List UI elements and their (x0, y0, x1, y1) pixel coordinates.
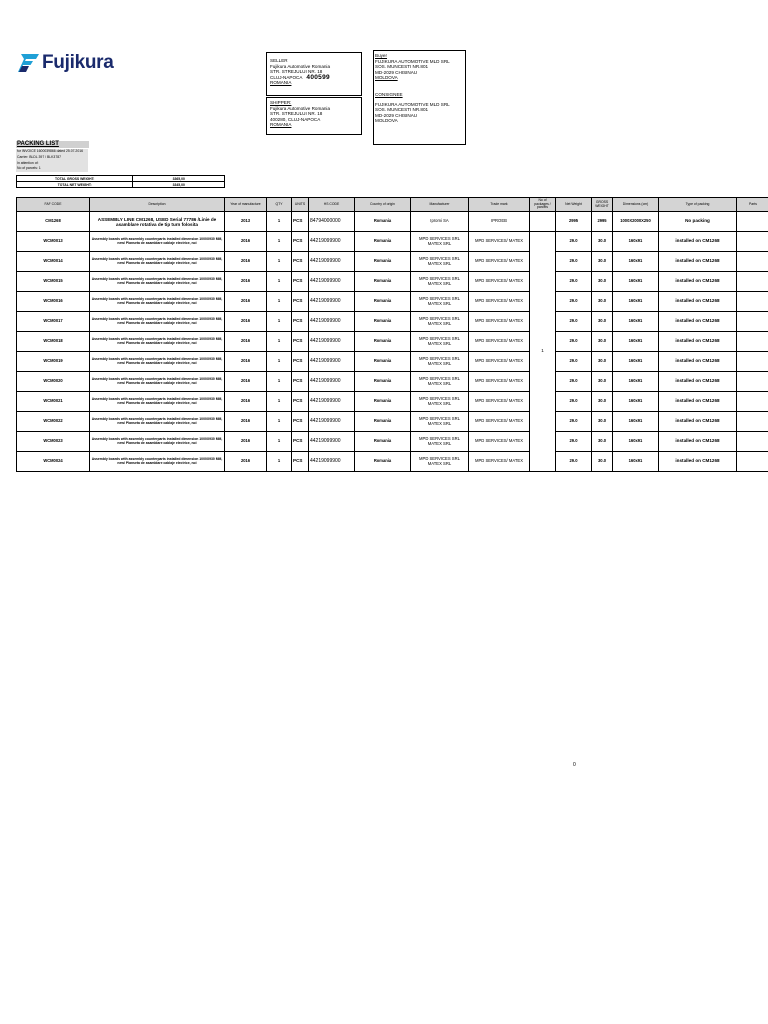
cell-code: WCM0018 (17, 332, 90, 352)
cell-pack: installed on CM1268 (659, 372, 737, 392)
cell-units: PCS (292, 372, 309, 392)
cell-gross: 30.0 (592, 372, 613, 392)
table-row (17, 352, 768, 372)
cell-gross: 30.0 (592, 232, 613, 252)
table-row (17, 392, 768, 412)
packing-table (16, 197, 768, 472)
buyer-line: FUJIKURA AUTOMOTIVE MLD SRL (375, 58, 450, 64)
seller-heading: SELLER (270, 58, 288, 63)
cell-qty: 1 (267, 332, 292, 352)
cell-parts (737, 272, 768, 292)
shipper-line: Fujikura Automotive Romania (270, 105, 331, 111)
seller-box (266, 52, 362, 96)
cell-qty: 1 (267, 352, 292, 372)
table-row (17, 432, 768, 452)
cell-pack: installed on CM1268 (659, 292, 737, 312)
cell-net: 2995 (556, 212, 592, 232)
col-header: GROSS WEIGHT (592, 198, 613, 212)
cell-gross: 30.0 (592, 272, 613, 292)
table-row (17, 312, 768, 332)
cell-mfr: MPD SERVICES SRL MATEX SRL (411, 312, 469, 332)
cell-year: 2016 (225, 452, 267, 472)
meta-line: In attention of: (17, 160, 39, 165)
cell-units: PCS (292, 352, 309, 372)
cell-mfr: MPD SERVICES SRL MATEX SRL (411, 332, 469, 352)
cell-parts (737, 232, 768, 252)
seller-code: 400599 (306, 73, 330, 81)
col-header: Country of origin (355, 198, 411, 212)
cell-year: 2016 (225, 312, 267, 332)
cell-mfr: MPD SERVICES SRL MATEX SRL (411, 372, 469, 392)
cell-net: 29.0 (556, 392, 592, 412)
cell-net: 29.0 (556, 292, 592, 312)
cell-dim: 160x91 (613, 232, 659, 252)
table-row (17, 372, 768, 392)
col-header: Net Weight (556, 198, 592, 212)
cell-tm: MPD SERVICES/ MATEX (469, 412, 530, 432)
consignee-heading: CONSIGNEE (375, 91, 403, 97)
net-weight-label: TOTAL NET WEIGHT: (17, 182, 133, 188)
cell-code: WCM0020 (17, 372, 90, 392)
cell-net: 29.0 (556, 232, 592, 252)
cell-desc: Assembly boards with assembly counterparts installed dimension 1000X930 MM, new/ Planseta de asamblare cablaje electrice, noi (90, 412, 225, 432)
cell-code: WCM0014 (17, 252, 90, 272)
cell-dim: 160x91 (613, 372, 659, 392)
cell-year: 2016 (225, 372, 267, 392)
cell-parts (737, 432, 768, 452)
gross-weight-label: TOTAL GROSS WEIGHT: (17, 176, 133, 182)
cell-pack: installed on CM1268 (659, 432, 737, 452)
cell-desc: Assembly boards with assembly counterparts installed dimension 1000X930 MM, new/ Planseta de asamblare cablaje electrice, noi (90, 252, 225, 272)
cell-tm: MPD SERVICES/ MATEX (469, 452, 530, 472)
cell-hs: 44219099900 (309, 252, 355, 272)
cell-gross: 30.0 (592, 252, 613, 272)
cell-mfr: MPD SERVICES SRL MATEX SRL (411, 252, 469, 272)
cell-gross: 30.0 (592, 392, 613, 412)
cell-year: 2016 (225, 412, 267, 432)
table-row (17, 212, 768, 232)
cell-units: PCS (292, 252, 309, 272)
cell-pack: installed on CM1268 (659, 392, 737, 412)
col-header: Year of manufacture (225, 198, 267, 212)
fujikura-logo (18, 52, 114, 74)
cell-dim: 160x91 (613, 452, 659, 472)
cell-units: PCS (292, 272, 309, 292)
cell-tm: IPROEB (469, 212, 530, 232)
cell-year: 2016 (225, 252, 267, 272)
cell-pack: installed on CM1268 (659, 332, 737, 352)
cell-origin: Romania (355, 452, 411, 472)
buyer-line: SOS. MUNCESTI NR.801 (375, 64, 429, 70)
cell-hs: 44219099900 (309, 312, 355, 332)
cell-tm: MPD SERVICES/ MATEX (469, 232, 530, 252)
col-header: Parts (737, 198, 768, 212)
cell-hs: 44219099900 (309, 292, 355, 312)
cell-parts (737, 372, 768, 392)
cell-hs: 44219099900 (309, 332, 355, 352)
cell-gross: 30.0 (592, 332, 613, 352)
cell-parts (737, 412, 768, 432)
table-row (17, 332, 768, 352)
cell-code: WCM0023 (17, 432, 90, 452)
cell-units: PCS (292, 292, 309, 312)
shipper-line: 400280, CLUJ-NAPOCA (270, 116, 321, 122)
cell-desc: Assembly boards with assembly counterparts installed dimension 1000X930 MM, new/ Planseta de asamblare cablaje electrice, noi (90, 292, 225, 312)
cell-hs: 44219099900 (309, 452, 355, 472)
cell-tm: MPD SERVICES/ MATEX (469, 252, 530, 272)
cell-parts (737, 392, 768, 412)
cell-pack: No packing (659, 212, 737, 232)
cell-origin: Romania (355, 292, 411, 312)
cell-year: 2016 (225, 432, 267, 452)
cell-mfr: Ipromi SA (411, 212, 469, 232)
packing-list-meta (16, 149, 88, 172)
cell-tm: MPD SERVICES/ MATEX (469, 372, 530, 392)
gross-weight-value: 3365,00 (133, 176, 225, 182)
cell-origin: Romania (355, 212, 411, 232)
cell-year: 2016 (225, 232, 267, 252)
table-header-row (17, 198, 768, 212)
cell-code: WCM0021 (17, 392, 90, 412)
cell-units: PCS (292, 312, 309, 332)
cell-year: 2013 (225, 212, 267, 232)
cell-parts (737, 452, 768, 472)
brand-name: Fujikura (42, 52, 114, 73)
buyer-heading: Buyer (375, 53, 388, 58)
cell-net: 29.0 (556, 352, 592, 372)
cell-hs: 44219099900 (309, 232, 355, 252)
cell-net: 29.0 (556, 432, 592, 452)
cell-pack: installed on CM1268 (659, 232, 737, 252)
cell-gross: 2995 (592, 212, 613, 232)
cell-net: 29.0 (556, 372, 592, 392)
cell-code: WCM0013 (17, 232, 90, 252)
seller-line: STR. STREJULUI NR. 18 (270, 69, 323, 75)
cell-origin: Romania (355, 272, 411, 292)
cell-gross: 30.0 (592, 312, 613, 332)
cell-origin: Romania (355, 252, 411, 272)
cell-net: 29.0 (556, 412, 592, 432)
cell-code: WCM0015 (17, 272, 90, 292)
cell-desc: Assembly boards with assembly counterparts installed dimension 1000X930 MM, new/ Planseta de asamblare cablaje electrice, noi (90, 452, 225, 472)
cell-hs: 44219099900 (309, 372, 355, 392)
cell-pack: installed on CM1268 (659, 352, 737, 372)
cell-origin: Romania (355, 412, 411, 432)
seller-line: Fujikura Automotive Romania (270, 63, 331, 69)
cell-units: PCS (292, 432, 309, 452)
cell-year: 2016 (225, 272, 267, 292)
cell-units: PCS (292, 412, 309, 432)
cell-hs: 44219099900 (309, 432, 355, 452)
cell-mfr: MPD SERVICES SRL MATEX SRL (411, 352, 469, 372)
cell-units: PCS (292, 452, 309, 472)
cell-units: PCS (292, 212, 309, 232)
col-header: Trade mark (469, 198, 530, 212)
cell-qty: 1 (267, 212, 292, 232)
cell-desc: Assembly boards with assembly counterparts installed dimension 1000X930 MM, new/ Planseta de asamblare cablaje electrice, noi (90, 332, 225, 352)
cell-net: 29.0 (556, 452, 592, 472)
cell-dim: 160x91 (613, 392, 659, 412)
seller-city: CLUJ-NAPOCA (270, 74, 303, 80)
cell-dim: 160x91 (613, 252, 659, 272)
shipper-line: STR. STREJULUI NR. 18 (270, 111, 323, 117)
col-header: Description (90, 198, 225, 212)
cell-parts (737, 212, 768, 232)
cell-net: 29.0 (556, 272, 592, 292)
cell-desc: Assembly boards with assembly counterparts installed dimension 1000X930 MM, new/ Planseta de asamblare cablaje electrice, noi (90, 432, 225, 452)
col-header: Type of packing (659, 198, 737, 212)
shipper-line: ROMANIA (270, 122, 292, 128)
cell-code: WCM0019 (17, 352, 90, 372)
cell-pack: installed on CM1268 (659, 412, 737, 432)
cell-qty: 1 (267, 452, 292, 472)
cell-origin: Romania (355, 372, 411, 392)
col-header: QTY (267, 198, 292, 212)
cell-gross: 30.0 (592, 452, 613, 472)
cell-year: 2016 (225, 292, 267, 312)
table-row (17, 292, 768, 312)
cell-units: PCS (292, 332, 309, 352)
cell-qty: 1 (267, 232, 292, 252)
table-row (17, 412, 768, 432)
cell-mfr: MPD SERVICES SRL MATEX SRL (411, 392, 469, 412)
cell-code: WCM0017 (17, 312, 90, 332)
shipper-box (266, 97, 362, 135)
cell-dim: 160x91 (613, 432, 659, 452)
cell-qty: 1 (267, 312, 292, 332)
net-weight-row (17, 182, 225, 188)
cell-desc: Assembly boards with assembly counterparts installed dimension 1000X930 MM, new/ Planseta de asamblare cablaje electrice, noi (90, 352, 225, 372)
cell-qty: 1 (267, 392, 292, 412)
cell-desc: Assembly boards with assembly counterparts installed dimension 1000X930 MM, new/ Planseta de asamblare cablaje electrice, noi (90, 232, 225, 252)
cell-year: 2016 (225, 332, 267, 352)
cell-dim: 160x91 (613, 312, 659, 332)
cell-tm: MPD SERVICES/ MATEX (469, 332, 530, 352)
cell-hs: 44219099900 (309, 352, 355, 372)
cell-mfr: MPD SERVICES SRL MATEX SRL (411, 412, 469, 432)
buyer-line: MOLDOVA (375, 75, 398, 81)
cell-net: 29.0 (556, 252, 592, 272)
buyer-spacer (375, 81, 465, 92)
seller-country: ROMANIA (270, 80, 292, 86)
meta-line: Carrier: BLDL 397 / BLK3787 (17, 154, 61, 159)
cell-qty: 1 (267, 252, 292, 272)
fujikura-mark-icon (18, 52, 40, 74)
col-header: Dimensions (cm) (613, 198, 659, 212)
cell-parts (737, 252, 768, 272)
cell-tm: MPD SERVICES/ MATEX (469, 292, 530, 312)
cell-dim: 160x91 (613, 412, 659, 432)
table-row (17, 452, 768, 472)
cell-desc: ASSEMBLY LINE CM1268, USED Serial 77786 /Linie de asamblare rotativa de tip turn folosita (90, 212, 225, 232)
cell-gross: 30.0 (592, 352, 613, 372)
cell-desc: Assembly boards with assembly counterparts installed dimension 1000X930 MM, new/ Planseta de asamblare cablaje electrice, noi (90, 312, 225, 332)
cell-net: 29.0 (556, 312, 592, 332)
cell-origin: Romania (355, 392, 411, 412)
cell-qty: 1 (267, 292, 292, 312)
cell-qty: 1 (267, 432, 292, 452)
cell-gross: 30.0 (592, 412, 613, 432)
cell-tm: MPD SERVICES/ MATEX (469, 432, 530, 452)
cell-dim: 160x91 (613, 292, 659, 312)
cell-mfr: MPD SERVICES SRL MATEX SRL (411, 432, 469, 452)
col-header: Manufacturer (411, 198, 469, 212)
cell-units: PCS (292, 232, 309, 252)
cell-parts (737, 332, 768, 352)
meta-line: No of parcels: 1 (17, 166, 41, 171)
cell-hs: 44219099900 (309, 392, 355, 412)
cell-gross: 30.0 (592, 432, 613, 452)
cell-code: CM1268 (17, 212, 90, 232)
cell-dim: 1000X2000X250 (613, 212, 659, 232)
cell-dim: 160x91 (613, 272, 659, 292)
cell-net: 29.0 (556, 332, 592, 352)
cell-units: PCS (292, 392, 309, 412)
consignee-line: FUJIKURA AUTOMOTIVE MLD SRL (375, 101, 450, 107)
cell-parcels (530, 212, 556, 232)
cell-dim: 160x91 (613, 352, 659, 372)
cell-code: WCM0016 (17, 292, 90, 312)
cell-origin: Romania (355, 232, 411, 252)
cell-pack: installed on CM1268 (659, 272, 737, 292)
cell-tm: MPD SERVICES/ MATEX (469, 392, 530, 412)
table-row (17, 252, 768, 272)
meta-line: for INVOICE 1600039866 dated 25.07.2016 (17, 149, 83, 153)
cell-code: WCM0022 (17, 412, 90, 432)
cell-origin: Romania (355, 352, 411, 372)
cell-qty: 1 (267, 372, 292, 392)
buyer-line: MD-2029 CHISINAU (375, 69, 418, 75)
cell-origin: Romania (355, 312, 411, 332)
col-header: FAF CODE (17, 198, 90, 212)
cell-dim: 160x91 (613, 332, 659, 352)
buyer-box (373, 50, 466, 145)
cell-desc: Assembly boards with assembly counterparts installed dimension 1000X930 MM, new/ Planseta de asamblare cablaje electrice, noi (90, 272, 225, 292)
cell-tm: MPD SERVICES/ MATEX (469, 352, 530, 372)
cell-origin: Romania (355, 332, 411, 352)
cell-hs: 44219099900 (309, 272, 355, 292)
cell-desc: Assembly boards with assembly counterparts installed dimension 1000X930 MM, new/ Planseta de asamblare cablaje electrice, noi (90, 392, 225, 412)
consignee-line: MOLDOVA (375, 118, 398, 124)
weights-table (16, 175, 225, 188)
cell-tm: MPD SERVICES/ MATEX (469, 312, 530, 332)
table-row (17, 272, 768, 292)
cell-qty: 1 (267, 412, 292, 432)
table-body (17, 212, 768, 472)
cell-mfr: MPD SERVICES SRL MATEX SRL (411, 452, 469, 472)
col-header: No of packages / parcels (530, 198, 556, 212)
page-number: 0 (573, 762, 576, 768)
cell-tm: MPD SERVICES/ MATEX (469, 272, 530, 292)
packing-list-title: PACKING LIST (16, 141, 89, 148)
col-header: UNITS (292, 198, 309, 212)
cell-code: WCM0024 (17, 452, 90, 472)
consignee-line: SOS. MUNCESTI NR.801 (375, 107, 429, 113)
cell-origin: Romania (355, 432, 411, 452)
cell-hs: 44219099900 (309, 412, 355, 432)
cell-mfr: MPD SERVICES SRL MATEX SRL (411, 272, 469, 292)
cell-year: 2016 (225, 392, 267, 412)
col-header: HS CODE (309, 198, 355, 212)
cell-parcels: 1 (530, 232, 556, 472)
cell-parts (737, 292, 768, 312)
cell-pack: installed on CM1268 (659, 252, 737, 272)
cell-pack: installed on CM1268 (659, 312, 737, 332)
cell-qty: 1 (267, 272, 292, 292)
cell-mfr: MPD SERVICES SRL MATEX SRL (411, 292, 469, 312)
consignee-line: MD-2029 CHISINAU (375, 112, 418, 118)
cell-gross: 30.0 (592, 292, 613, 312)
net-weight-value: 3345,00 (133, 182, 225, 188)
table-row (17, 232, 768, 252)
cell-desc: Assembly boards with assembly counterparts installed dimension 1000X930 MM, new/ Planseta de asamblare cablaje electrice, noi (90, 372, 225, 392)
cell-hs: 84794000000 (309, 212, 355, 232)
cell-mfr: MPD SERVICES SRL MATEX SRL (411, 232, 469, 252)
cell-year: 2016 (225, 352, 267, 372)
cell-pack: installed on CM1268 (659, 452, 737, 472)
cell-parts (737, 352, 768, 372)
cell-parts (737, 312, 768, 332)
shipper-heading: SHIPPER: (270, 100, 292, 105)
